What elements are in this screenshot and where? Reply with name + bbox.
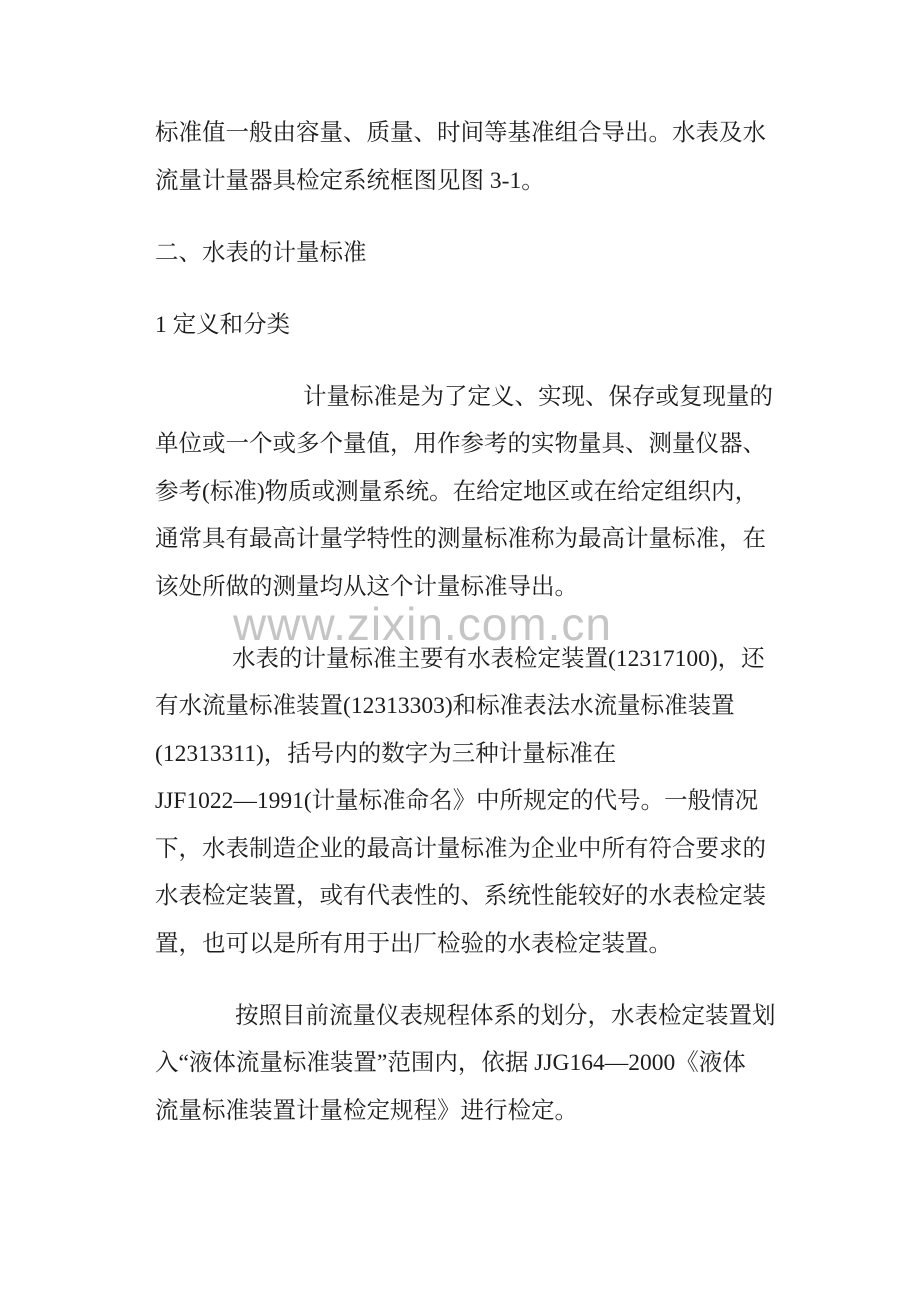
text-line: 入“液体流量标准装置”范围内，依据 JJG164—2000《液体 [155, 1050, 746, 1076]
verification-paragraph [155, 993, 789, 1136]
text-line: 单位或一个或多个量值，用作参考的实物量具、测量仪器、 [155, 431, 766, 457]
text-line: 计量标准是为了定义、实现、保存或复现量的 [303, 383, 773, 410]
text-line: 二、水表的计量标准 [155, 239, 367, 266]
text-line: 1 定义和分类 [155, 311, 291, 338]
watermark: www.zixin.com.cn [233, 598, 612, 650]
text-line: 置，也可以是所有用于出厂检验的水表检定装置。 [155, 930, 672, 957]
text-line: 按照目前流量仪表规程体系的划分，水表检定装置划 [235, 1002, 776, 1029]
text-line: 水表检定装置，或有代表性的、系统性能较好的水表检定装 [155, 883, 766, 909]
text-line: 流量计量器具检定系统框图见图 3-1。 [155, 167, 545, 194]
document-body [155, 110, 789, 1170]
text-line: 下，水表制造企业的最高计量标准为企业中所有符合要求的 [155, 835, 766, 862]
subsection-heading [155, 302, 789, 350]
text-line: 标准值一般由容量、质量、时间等基准组合导出。水表及水 [155, 120, 766, 146]
text-line: JJF1022—1991(计量标准命名》中所规定的代号。一般情况 [155, 788, 759, 814]
text-line: 该处所做的测量均从这个计量标准导出。 [155, 573, 578, 600]
text-line: 参考(标准)物质或测量系统。在给定地区或在给定组织内， [155, 478, 759, 505]
text-line: 流量标准装置计量检定规程》进行检定。 [155, 1097, 578, 1124]
standards-paragraph [155, 636, 789, 969]
text-line: 水表的计量标准主要有水表检定装置(12317100)，还 [232, 645, 765, 672]
text-line: 有水流量标准装置(12313303)和标准表法水流量标准装置 [155, 693, 735, 719]
section-heading [155, 230, 789, 278]
text-line: 通常具有最高计量学特性的测量标准称为最高计量标准，在 [155, 526, 766, 552]
text-line: (12313311)，括号内的数字为三种计量标准在 [155, 740, 617, 767]
definition-paragraph [155, 374, 789, 612]
intro-paragraph [155, 110, 789, 205]
